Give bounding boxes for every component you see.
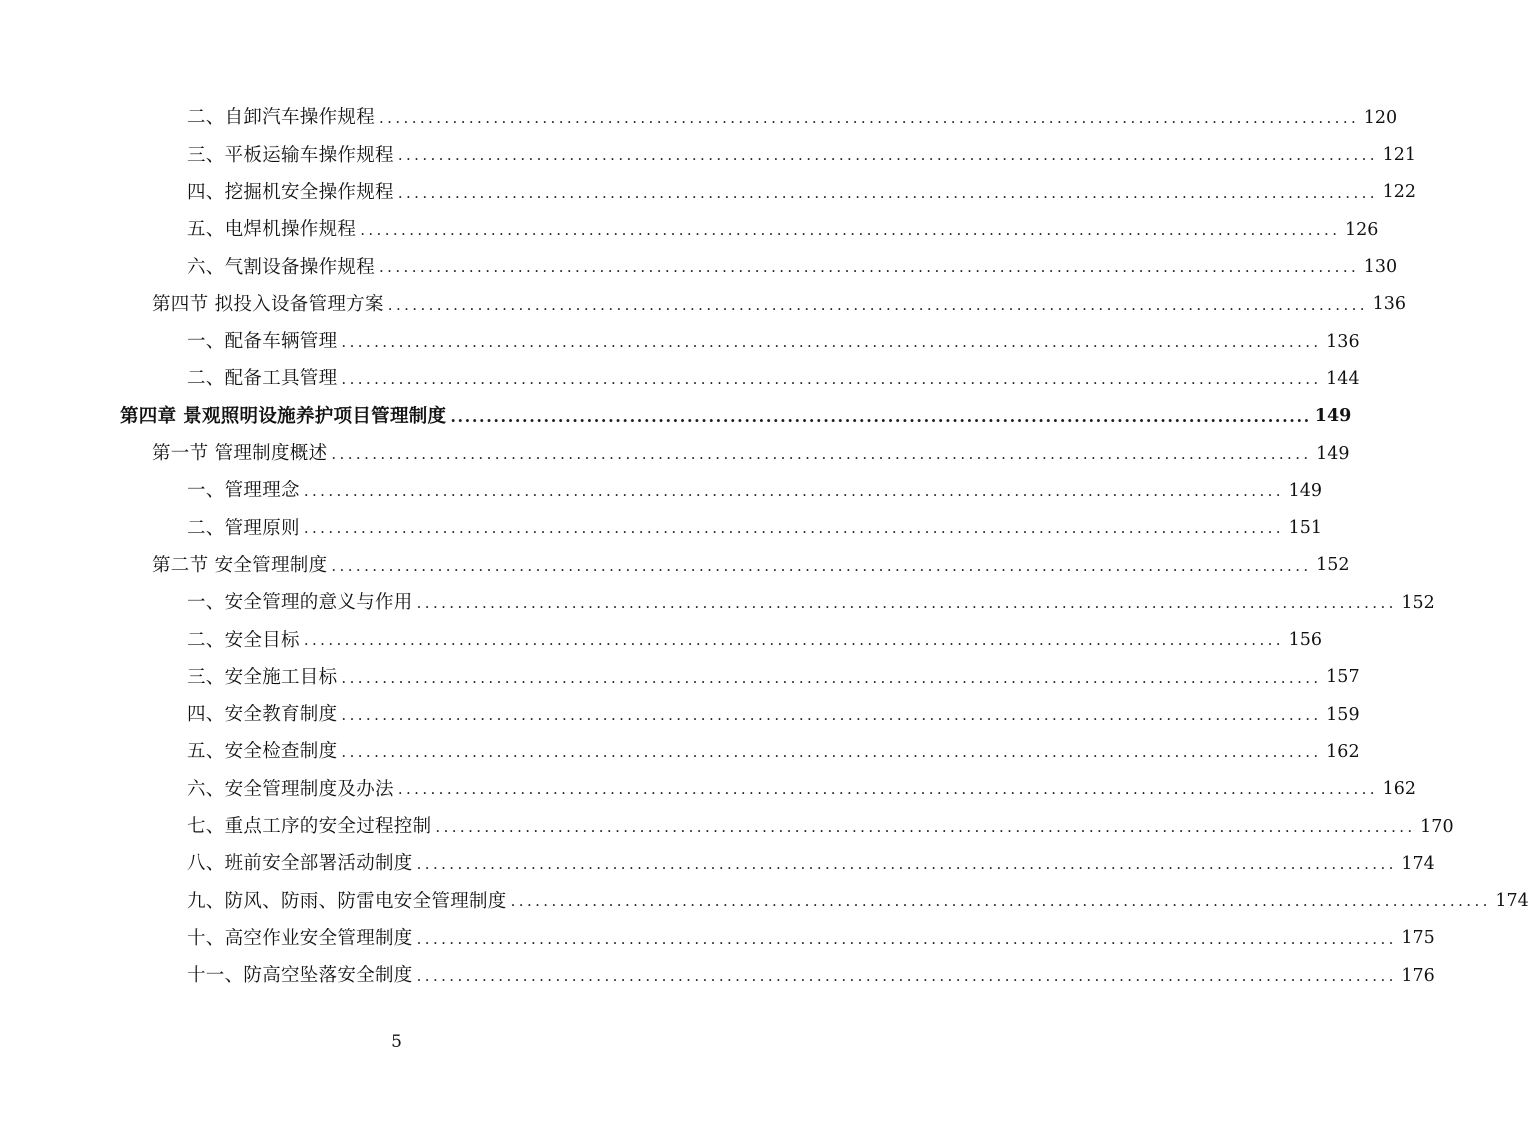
toc-leader-dots: ........................................................................................................................ (416, 594, 1397, 612)
toc-entry-page: 126 (1344, 219, 1379, 240)
toc-entry-page: 152 (1401, 592, 1435, 613)
toc-entry[interactable] (0, 846, 1435, 883)
toc-entry-page: 162 (1382, 779, 1416, 800)
toc-entry-title: 第一节 管理制度概述 (152, 443, 328, 465)
toc-entry-title: 第四节 拟投入设备管理方案 (152, 293, 384, 315)
toc-entry-page: 151 (1288, 518, 1322, 539)
toc-entry-title: 一、安全管理的意义与作用 (187, 592, 413, 614)
toc-entry-title: 六、安全管理制度及办法 (187, 778, 394, 800)
toc-entry[interactable] (0, 585, 1435, 622)
toc-entry[interactable] (0, 958, 1435, 995)
toc-leader-dots: ........................................................................................................................ (331, 444, 1312, 463)
toc-entry[interactable] (0, 809, 1454, 846)
toc-leader-dots: ........................................................................................................................ (379, 109, 1360, 128)
toc-chapter-entry[interactable] (0, 398, 1352, 435)
toc-leader-dots: ........................................................................................................................ (341, 743, 1322, 762)
toc-entry-page: 121 (1382, 145, 1416, 166)
toc-entry-page: 149 (1288, 480, 1322, 501)
toc-entry-title: 第四章 景观照明设施养护项目管理制度 (120, 405, 447, 427)
toc-entry[interactable] (0, 771, 1416, 808)
toc-leader-dots: ........................................................................................................................ (360, 221, 1341, 240)
toc-leader-dots: ........................................................................................................................ (387, 295, 1368, 314)
toc-entry-page: 174 (1401, 853, 1435, 874)
toc-entry-page: 122 (1382, 182, 1416, 203)
toc-leader-dots: ........................................................................................................................ (510, 892, 1491, 911)
toc-entry-title: 五、电焊机操作规程 (187, 219, 357, 241)
toc-entry-title: 五、安全检查制度 (187, 741, 338, 763)
toc-entry-title: 四、安全教育制度 (187, 704, 338, 726)
toc-entry-title: 三、平板运输车操作规程 (187, 144, 394, 166)
toc-entry-title: 一、管理理念 (187, 480, 300, 502)
toc-leader-dots: ........................................................................................................................ (416, 966, 1397, 985)
toc-entry-title: 八、班前安全部署活动制度 (187, 853, 413, 875)
toc-entry[interactable] (0, 324, 1360, 361)
toc-entry-page: 130 (1363, 257, 1398, 278)
toc-leader-dots: ........................................................................................................................ (435, 817, 1416, 836)
toc-section-entry[interactable] (0, 286, 1406, 323)
table-of-contents (0, 100, 1529, 995)
toc-entry[interactable] (0, 361, 1360, 398)
toc-entry-title: 二、自卸汽车操作规程 (187, 107, 376, 129)
toc-leader-dots: ........................................................................................................................ (341, 705, 1322, 724)
toc-entry[interactable] (0, 659, 1360, 696)
toc-entry[interactable] (0, 734, 1360, 771)
toc-leader-dots: ........................................................................................................................ (416, 929, 1397, 948)
toc-entry-title: 七、重点工序的安全过程控制 (187, 816, 432, 838)
toc-entry-page: 149 (1316, 443, 1350, 464)
toc-entry[interactable] (0, 175, 1416, 212)
toc-leader-dots: ........................................................................................................................ (397, 183, 1378, 202)
toc-leader-dots: ........................................................................................................................ (450, 407, 1311, 427)
toc-entry-title: 一、配备车辆管理 (187, 331, 338, 353)
toc-entry-page: 149 (1314, 406, 1352, 427)
toc-leader-dots: ........................................................................................................................ (331, 556, 1312, 575)
toc-entry-title: 二、配备工具管理 (187, 368, 338, 390)
toc-entry[interactable] (0, 249, 1398, 286)
toc-entry[interactable] (0, 212, 1379, 249)
toc-leader-dots: ........................................................................................................................ (303, 519, 1284, 538)
toc-entry-title: 十一、防高空坠落安全制度 (187, 965, 413, 987)
toc-entry-page: 170 (1420, 816, 1454, 837)
toc-entry-title: 三、安全施工目标 (187, 666, 338, 688)
toc-entry-title: 四、挖掘机安全操作规程 (187, 181, 394, 203)
toc-entry-page: 144 (1326, 368, 1360, 389)
toc-leader-dots: ........................................................................................................................ (303, 631, 1284, 650)
toc-entry[interactable] (0, 883, 1529, 920)
toc-entry-page: 152 (1316, 555, 1350, 576)
page-number: 5 (391, 1032, 402, 1052)
toc-leader-dots: ........................................................................................................................ (397, 780, 1378, 799)
toc-entry-title: 九、防风、防雨、防雷电安全管理制度 (187, 890, 507, 912)
toc-entry-title: 六、气割设备操作规程 (187, 256, 376, 278)
toc-leader-dots: ........................................................................................................................ (341, 370, 1322, 389)
toc-leader-dots: ........................................................................................................................ (341, 668, 1322, 687)
toc-entry-page: 136 (1372, 294, 1406, 315)
toc-entry-page: 176 (1401, 965, 1435, 986)
toc-entry-page: 174 (1495, 891, 1529, 912)
toc-entry-page: 162 (1326, 741, 1360, 762)
toc-leader-dots: ........................................................................................................................ (416, 855, 1397, 874)
toc-entry[interactable] (0, 137, 1416, 174)
toc-entry-title: 二、管理原则 (187, 517, 300, 539)
toc-entry-title: 二、安全目标 (187, 629, 300, 651)
toc-section-entry[interactable] (0, 436, 1350, 473)
toc-entry[interactable] (0, 100, 1398, 137)
toc-entry[interactable] (0, 510, 1322, 547)
toc-section-entry[interactable] (0, 548, 1350, 585)
toc-entry-page: 120 (1363, 107, 1398, 128)
toc-entry-page: 159 (1326, 704, 1360, 725)
toc-entry-title: 第二节 安全管理制度 (152, 554, 328, 576)
toc-entry-page: 156 (1288, 630, 1322, 651)
toc-entry[interactable] (0, 921, 1435, 958)
toc-entry-page: 175 (1401, 928, 1435, 949)
toc-entry[interactable] (0, 622, 1322, 659)
toc-entry[interactable] (0, 473, 1322, 510)
toc-leader-dots: ........................................................................................................................ (303, 482, 1284, 501)
toc-entry-page: 157 (1326, 667, 1360, 688)
toc-leader-dots: ........................................................................................................................ (379, 258, 1360, 277)
toc-leader-dots: ........................................................................................................................ (341, 332, 1322, 351)
toc-entry[interactable] (0, 697, 1360, 734)
toc-entry-title: 十、高空作业安全管理制度 (187, 927, 413, 949)
toc-leader-dots: ........................................................................................................................ (397, 146, 1378, 165)
toc-entry-page: 136 (1326, 331, 1360, 352)
